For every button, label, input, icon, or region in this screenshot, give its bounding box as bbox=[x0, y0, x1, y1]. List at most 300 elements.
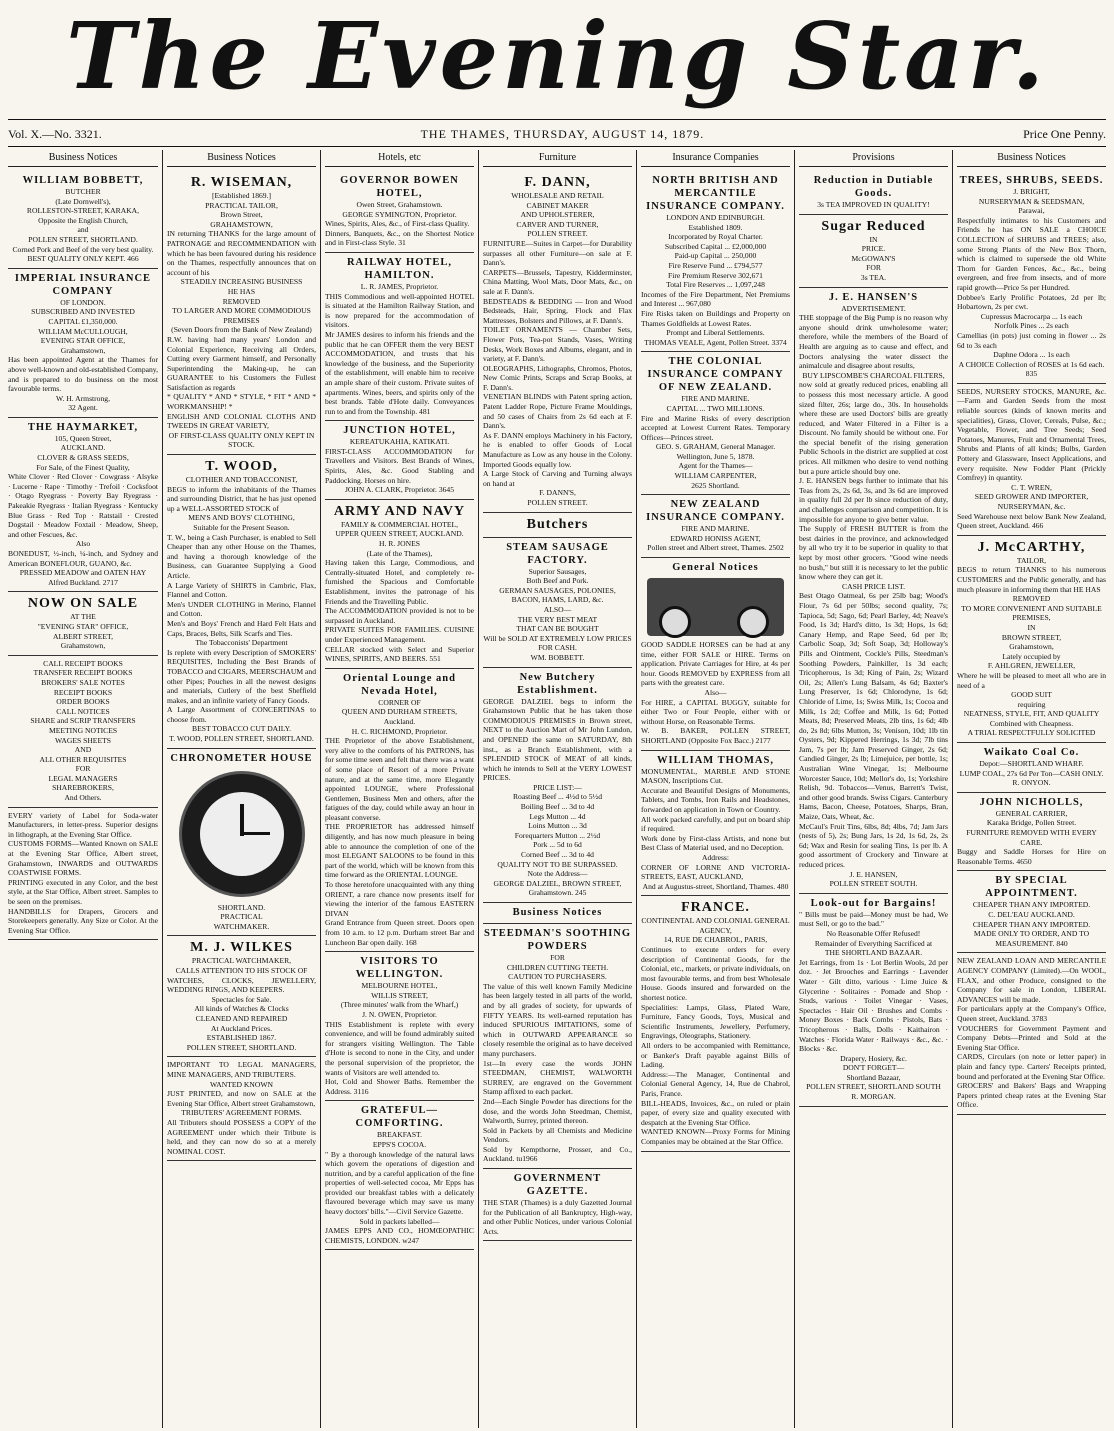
advertisement-heading: STEEDMAN'S SOOTHING POWDERS bbox=[483, 928, 632, 952]
column-heading: Hotels, etc bbox=[325, 150, 474, 167]
advertisement-text: BUTCHER bbox=[65, 187, 101, 196]
advertisement-text: No Reasonable Offer Refused! bbox=[826, 928, 921, 938]
advertisement-heading: WILLIAM BOBBETT, bbox=[22, 175, 144, 186]
advertisement-text: Sold by Kempthorne, Prosser, and Co., Auckland. tu1966 bbox=[483, 1144, 632, 1164]
advertisement-heading: JOHN NICHOLLS, bbox=[979, 796, 1084, 808]
column-heading: Insurance Companies bbox=[641, 150, 790, 167]
advertisement-text: The value of this well known Family Medicine has been largely tested in all parts of the world, and by all grades of society, for upwards of FIFTY YEARS. Its well-earned reputation has induced SPURIOUS IMITATIONS, some of which in OUTWARD APPEARANCE so closely resemble the original as to have deceived many purchasers. bbox=[483, 981, 632, 1058]
advertisement-text: Corned Beef ... 3d to 4d bbox=[521, 850, 594, 860]
advertisement-text: CABINET MAKER bbox=[526, 200, 589, 210]
advertisement-text: POLLEN STREET. bbox=[527, 498, 588, 507]
advertisement-heading: THE HAYMARKET, bbox=[27, 421, 139, 433]
advertisement-text: The Tobacconists' Department bbox=[195, 638, 288, 648]
advertisement-text: Depot:—SHORTLAND WHARF. bbox=[979, 759, 1084, 769]
advertisement-text: POLLEN STREET. bbox=[527, 229, 588, 239]
advertisement bbox=[957, 384, 1106, 536]
newspaper-title: The Evening Star. bbox=[66, 2, 1048, 110]
advertisement-text: FOR bbox=[75, 764, 91, 774]
advertisement-text: WANTED KNOWN—Proxy Forms for Mining Companies may be obtained at the Star Office. bbox=[641, 1127, 790, 1146]
advertisement-text: Sold in Packets by all Chemists and Medicine Vendors. bbox=[483, 1125, 632, 1145]
advertisement-heading: NORTH BRITISH AND MERCANTILE INSURANCE COMPANY. bbox=[646, 175, 785, 212]
advertisement-text: Forequarters Mutton ... 2½d bbox=[514, 830, 601, 840]
clock-illustration bbox=[179, 771, 305, 897]
advertisement-text: C. DEL'EAU AUCKLAND. bbox=[988, 910, 1075, 919]
advertisement-text: McGOWAN'S bbox=[851, 253, 896, 263]
advertisement bbox=[325, 500, 474, 669]
advertisement-text: Where he will be pleased to meet all who are in need of a bbox=[957, 670, 1106, 690]
advertisement-text: "EVENING STAR" OFFICE, bbox=[37, 621, 129, 631]
advertisement-text: Also bbox=[75, 539, 91, 549]
advertisement-text: POLLEN STREET SOUTH. bbox=[829, 879, 918, 889]
advertisement-text: REMOVED bbox=[222, 296, 261, 306]
advertisement-heading: FRANCE. bbox=[681, 900, 750, 916]
advertisement-text: CLOVER & GRASS SEEDS, bbox=[37, 453, 129, 463]
advertisement-text: PRACTICAL TAILOR, bbox=[205, 200, 278, 210]
advertisement-text: REMOVED bbox=[1012, 594, 1051, 604]
masthead-rule-bottom bbox=[8, 146, 1106, 147]
advertisement-text: THAT CAN BE BOUGHT bbox=[516, 624, 599, 634]
advertisement-text: Suitable for the Present Season. bbox=[193, 523, 290, 532]
advertisement-text: ALL OTHER REQUISITES bbox=[39, 754, 127, 764]
advertisement-text: Men's UNDER CLOTHING in Merino, Flannel and Cotton. bbox=[167, 599, 316, 619]
advertisement-text: TRANSFER RECEIPT BOOKS bbox=[33, 668, 133, 678]
advertisement-heading: NOW ON SALE bbox=[27, 596, 139, 612]
advertisement bbox=[641, 558, 790, 751]
advertisement-text: OF FIRST-CLASS QUALITY ONLY KEPT IN STOCK. bbox=[168, 430, 315, 450]
column-heading: Furniture bbox=[483, 150, 632, 167]
advertisement-text: STEADILY INCREASING BUSINESS bbox=[180, 277, 303, 287]
advertisement-text: GEORGE DALZIEL begs to inform the Grahamstown Public that he has taken those COMMODIOUS PREMISES in Brown street, NEXT to the Auction Mart of Mr John Lundon, and OPENED the same on SATURDAY, 8th inst., as a Branch Establishment, with a SPLENDID STOCK of MEAT of all kinds, which he intends to Sell at the VERY LOWEST PRICES. bbox=[483, 696, 632, 783]
masthead-rule-top bbox=[8, 119, 1106, 120]
advertisement-text: WATCHMAKER. bbox=[213, 921, 270, 931]
advertisement-text: AT THE bbox=[70, 612, 96, 622]
advertisement-text: ESTABLISHED 1867. bbox=[206, 1033, 277, 1043]
advertisement-text: Opposite the English Church, bbox=[38, 215, 128, 225]
advertisement-text: BEST QUALITY ONLY KEPT. 466 bbox=[27, 254, 139, 264]
advertisement-text: IN returning THANKS for the large amount of PATRONAGE and RECOMMENDATION with which he has been favoured during his residence on the Thames, respectfully announces that on account of his bbox=[167, 229, 316, 277]
advertisement-text: Owen Street, Grahamstown. bbox=[356, 200, 443, 209]
advertisement-text: Sold in packets labelled— bbox=[359, 1216, 440, 1226]
advertisement-text: PRICE LIST:— bbox=[533, 782, 582, 792]
advertisement-text: CAPITAL £1,350,000. bbox=[48, 316, 118, 326]
advertisement-text: CHILDREN CUTTING TEETH. bbox=[506, 962, 609, 972]
advertisement-text: now sold at greatly reduced prices, enabling all to possess this most necessary article. A good sized filter, 26s; large do., 30s. In households where these are used Doctors' bills are greatly reduced, and Water Filtered in a Filter is a Discount. No family should be without one. For the special benefit of the rising generation Public Schools in the district are supplied at cost prices. All milkmen who desire to vend nothing but a pure article should buy one. bbox=[799, 380, 948, 476]
advertisement-text: Seed Warehouse next below Bank New Zealand, Queen street, Auckland. 466 bbox=[957, 511, 1106, 531]
advertisement-text: SUBSCRIBED AND INVESTED bbox=[31, 307, 135, 317]
advertisement-text: Buggy and Saddle Horses for Hire on Reasonable Terms. 4650 bbox=[957, 847, 1106, 866]
advertisement-text: And at Augustus-street, Shortland, Thames. 480 bbox=[642, 881, 789, 891]
advertisement-text: SHORTLAND. bbox=[217, 902, 266, 912]
advertisement-text: A Large Variety of SHIRTS in Cambric, Flax, Flannel and Cotton. bbox=[167, 580, 316, 600]
advertisement-text: Remainder of Everything Sacrificed at bbox=[814, 938, 933, 948]
advertisement-text: UPPER QUEEN STREET, AUCKLAND. bbox=[335, 529, 464, 539]
advertisement-text: 32 Agent. bbox=[68, 403, 98, 413]
advertisement-text: (Three minutes' walk from the Wharf,) bbox=[340, 1000, 459, 1010]
advertisement-text: WAGES SHEETS bbox=[55, 735, 111, 745]
advertisement-heading: STEAM SAUSAGE FACTORY. bbox=[506, 541, 609, 566]
volume-number: Vol. X.—No. 3321. bbox=[8, 126, 102, 141]
advertisement-text: TRIBUTERS' AGREEMENT FORMS. bbox=[181, 1108, 302, 1118]
advertisement-text: A Large Stock of Carving and Turning always on hand at bbox=[483, 469, 632, 488]
advertisement-text: WM. BOBBETT. bbox=[530, 652, 585, 662]
advertisement-text: Camellias (in pots) just coming in flower ... 2s 6d to 3s each bbox=[957, 330, 1106, 350]
price: Price One Penny. bbox=[1023, 126, 1106, 141]
advertisement-text: Pork ... 5d to 6d bbox=[533, 840, 582, 850]
advertisement-text: H. R. JONES bbox=[379, 539, 420, 549]
advertisement-heading: T. WOOD, bbox=[205, 459, 278, 475]
advertisement-text: Accurate and Beautiful Designs of Monuments, Tablets, and Tombs, Iron Rails and Headstones, forwarded on application in Town or Country. bbox=[641, 785, 790, 814]
advertisement-text: Will be SOLD AT EXTREMELY LOW PRICES FOR CASH. bbox=[483, 633, 632, 653]
advertisement-text: THE stoppage of the Big Pump is no reason why anyone should drink unwholesome water; therefore, while the members of the Board of Health are arguing as to cause and effect, and Doctors analysing the water dissect the animalcule and disagree about results, bbox=[799, 313, 948, 371]
advertisement-text: R. MORGAN. bbox=[851, 1092, 896, 1102]
advertisement-text: KEREATUKAHIA, KATIKATI. bbox=[349, 437, 450, 447]
advertisement bbox=[641, 495, 790, 558]
column-2 bbox=[162, 150, 320, 1428]
advertisement-text: Men's and Boys' French and Hard Felt Hats and Caps, Braces, Belts, Silk Scarfs and Ties. bbox=[167, 618, 316, 638]
advertisement-text: Having taken this Large, Commodious, and Centrally-situated Hotel, and completely re-furnished the Spacious and Comfortable Establishment, invites the patronage of his Friends and the Travelling Public. bbox=[325, 558, 474, 606]
advertisement-heading: Butchers bbox=[526, 516, 589, 532]
advertisement-text: JUST PRINTED, and now on SALE at the Evening Star Office, Albert street Grahamstown, bbox=[167, 1089, 316, 1108]
advertisement-heading: GRATEFUL—COMFORTING. bbox=[355, 1105, 444, 1130]
advertisement-text: NEW ZEALAND LOAN AND MERCANTILE AGENCY COMPANY (Limited).—On WOOL, FLAX, and other Produce, consigned to the Company for sale in London, LIBERAL ADVANCES will be made. bbox=[957, 956, 1106, 1004]
advertisement bbox=[957, 871, 1106, 953]
column-5 bbox=[636, 150, 794, 1428]
advertisement-text: ALSO— bbox=[543, 604, 572, 614]
advertisement-text: EDWARD HONISS AGENT, bbox=[670, 533, 761, 543]
advertisement-text: Specialities: Lamps, Glass, Plated Ware, Furniture, Fancy Goods, Toys, Musical and Scientific Instruments, Jewellery, Perfumery, Engravings, Oleographs, Stationery. bbox=[641, 1002, 790, 1041]
advertisement-text: All Tributers should POSSESS a COPY of the AGREEMENT under which their Tribute is held, and they can now do so at a merely NOMINAL COST. bbox=[167, 1117, 316, 1156]
column-heading: Business Notices bbox=[8, 150, 158, 167]
advertisement-text: Grahamstown, bbox=[60, 345, 106, 355]
advertisement-text: IN bbox=[1027, 622, 1036, 632]
advertisement-text: Total Fire Reserves ... 1,097,248 bbox=[666, 280, 765, 290]
advertisement-text: Grand Entrance from Queen street. Doors open from 10 a.m. to 12 p.m. Durham street Bar and Luncheon Bar open daily. 168 bbox=[325, 918, 474, 947]
advertisement-text: A CHOICE Collection of ROSES at 1s 6d each. 835 bbox=[958, 359, 1105, 379]
advertisement-text: ALBERT STREET, bbox=[52, 631, 113, 641]
advertisement-text: Paid-up Capital ... 250,000 bbox=[674, 251, 757, 261]
advertisement-text: Has been appointed Agent at the Thames for above well-known and old-established Company, and is prepared to do business on the most favourable terms. bbox=[8, 355, 158, 394]
advertisement-text: WILLIAM CARPENTER, bbox=[674, 471, 757, 481]
advertisement-text: CARDS, Circulars (on note or letter paper) in plain and fancy type. Carters' Receipts printed, bound and perforated at the Evening Star Office. bbox=[957, 1052, 1106, 1081]
dateline-bar bbox=[8, 125, 1106, 143]
advertisement-heading: JUNCTION HOTEL, bbox=[343, 425, 456, 437]
advertisement-text: " Bills must be paid—Money must be had, We must Sell, or go to the bad." bbox=[799, 909, 948, 929]
advertisement-text: R.W. having had many years' London and Colonial Experience, Receiving all Orders, Cutting every Garment himself, and Personally Superintending the Making-up, he can GUARANTEE to his Customers the Fullest Satisfaction as regards bbox=[167, 334, 316, 392]
advertisement-text: FURNITURE REMOVED WITH EVERY CARE. bbox=[966, 828, 1097, 847]
advertisement-text: PRICE. bbox=[861, 244, 886, 254]
advertisement-text: 3s TEA. bbox=[860, 272, 887, 282]
horse-carriage-illustration bbox=[647, 578, 784, 636]
advertisement-text: TO LARGER AND MORE COMMODIOUS PREMISES bbox=[172, 306, 311, 325]
advertisement-text: [Established 1869.] bbox=[211, 191, 272, 200]
advertisement-text: Also— bbox=[704, 688, 727, 697]
advertisement-text: CLOTHIER AND TOBACCONIST, bbox=[185, 475, 298, 485]
advertisement bbox=[641, 751, 790, 897]
advertisement-text: CAPITAL ... TWO MILLIONS. bbox=[666, 403, 765, 413]
advertisement-text: THE VERY BEST MEAT bbox=[517, 614, 598, 624]
advertisement-heading: Oriental Lounge and Nevada Hotel, bbox=[343, 672, 456, 697]
advertisement-text: EVERY variety of Label for Soda-water Manufacturers, in letter-press. Superior designs in lithograph, at the Evening Star Office. bbox=[8, 810, 158, 839]
advertisement-text: CUSTOMS FORMS—Wanted Known on SALE at the Evening Star Office, Albert street, Grahamstown, INWARDS and OUTWARDS COASTWISE FORMS. bbox=[8, 839, 158, 878]
advertisement-text: Parawai, bbox=[1018, 206, 1045, 216]
advertisement bbox=[167, 936, 316, 1057]
advertisement-text: CALL RECEIPT BOOKS bbox=[43, 658, 123, 668]
advertisement-text: TO MORE CONVENIENT AND SUITABLE PREMISES, bbox=[961, 603, 1102, 623]
advertisement-heading: F. DANN, bbox=[524, 175, 591, 190]
advertisement-text: AND UPHOLSTERER, bbox=[520, 210, 595, 220]
advertisement-text: DON'T FORGET— bbox=[842, 1063, 905, 1073]
advertisement-text: Boiling Beef ... 3d to 4d bbox=[520, 802, 595, 812]
advertisement-text: Established 1809. bbox=[688, 222, 743, 232]
advertisement bbox=[641, 896, 790, 1151]
advertisement-text: ENGLISH AND COLONIAL CLOTHS AND TWEEDS IN GREAT VARIETY, bbox=[167, 411, 316, 431]
advertisement-text: BEGS to return THANKS to his numerous CUSTOMERS and the Public generally, and has much pleasure in informing them that HE HAS bbox=[957, 565, 1106, 594]
advertisement-text: All work packed carefully, and put on board ship if required. bbox=[641, 814, 790, 834]
advertisement-heading: WILLIAM THOMAS, bbox=[657, 754, 774, 766]
advertisement bbox=[167, 749, 316, 937]
advertisement-text: Jet Earrings, from 1s · Lot Berlin Wools, 2d per doz. · Jet Brooches and Earrings · Lavender Water · Gilt ditto, various · Lime Juice & Glycerine · Solitaires · Pomade and Shop · Studs, various · Toilet Vinegar · Vases, Spectacles · Hair Oil · Brushes and Combs · Money Boxes · Back Combs · Pistols, Bats · Tricopherous · Balls, Dolls · Kaithairon · Watches · Florida Water · Railways · &c., &c. · Blocks · &c. bbox=[799, 957, 948, 1054]
advertisement-text: PRACTICAL bbox=[220, 912, 263, 922]
advertisement-heading: VISITORS TO WELLINGTON. bbox=[355, 956, 444, 981]
advertisement-text: GOOD SADDLE HORSES can be had at any time, either FOR SALE or HIRE. Terms on application. Private Carriages for Hire, at 4s per hour. Goods REMOVED by EXPRESS from all parts with the greatest care. bbox=[641, 640, 790, 688]
advertisement-text: BACON, HAMS, LARD, &c. bbox=[511, 595, 604, 605]
advertisement bbox=[325, 952, 474, 1101]
advertisement-text: To those heretofore unacquainted with any thing ORIENT, a rare chance now presents itself for viewing the interior of the famous EASTERN DIVAN bbox=[325, 880, 474, 918]
advertisement bbox=[325, 421, 474, 500]
advertisement-text: LUMP COAL, 27s 6d Per Ton—CASH ONLY. bbox=[959, 768, 1104, 778]
advertisement-text: Brown Street, bbox=[220, 210, 263, 220]
advertisement-text: AND bbox=[74, 745, 92, 755]
advertisement-text: LEGAL MANAGERS bbox=[48, 773, 118, 783]
advertisement-text: All orders to be accompanied with Remittance, or Banker's Draft payable against Bills of Lading. bbox=[641, 1041, 790, 1070]
advertisement-text: Cupressus Macrocarpa ... 1s each bbox=[980, 311, 1083, 321]
advertisement-text: Alfred Buckland. 2717 bbox=[48, 577, 118, 587]
advertisement-text: As F. DANN employs Machinery in his Factory, he is enabled to offer Goods of Local Manufacture as Low as any house in the Colony. Imported Goods equally low. bbox=[483, 430, 632, 469]
advertisement bbox=[483, 924, 632, 1169]
advertisement-text: 105, Queen Street, bbox=[54, 433, 112, 443]
advertisement-text: At Auckland Prices. bbox=[211, 1023, 272, 1033]
advertisement-text: Grahamstown, bbox=[1009, 642, 1054, 652]
advertisement-text: FAMILY & COMMERCIAL HOTEL, bbox=[340, 519, 459, 529]
advertisement-text: CALLS ATTENTION TO HIS STOCK OF bbox=[175, 966, 308, 976]
advertisement bbox=[799, 894, 948, 1107]
advertisement-text: Grahamstown, bbox=[60, 641, 106, 651]
advertisement-text: THE STAR (Thames) is a duly Gazetted Journal for the Publication of all Bankruptcy, High-way, and other Public Notices, under various Colonial Acts. bbox=[483, 1198, 632, 1236]
advertisement-text: BEST TOBACCO CUT DAILY. bbox=[192, 724, 291, 734]
advertisement-text: HANDBILLS for Drapers, Grocers and Storekeepers generally. Any Size or Color. At the Evening Star Office. bbox=[8, 906, 158, 935]
advertisement-text: J. E. HANSEN, bbox=[849, 869, 898, 879]
advertisement-text: MEETING NOTICES bbox=[48, 725, 118, 735]
advertisement-text: CORNER OF LORNE AND VICTORIA-STREETS, EAST, AUCKLAND, bbox=[641, 862, 790, 882]
advertisement-text: Spectacles for Sale. bbox=[211, 994, 272, 1004]
advertisement-text: For HIRE, a CAPITAL BUGGY, suitable for either Two or Four People, either with or without Horse, on Reasonable Terms. bbox=[641, 697, 790, 726]
advertisement-heading: GOVERNMENT GAZETTE. bbox=[513, 1173, 602, 1198]
advertisement-text: THIS Commodious and well-appointed HOTEL is situated at the Hamilton Railway Station, and is now prepared for the accommodation of visitors. bbox=[325, 291, 474, 330]
advertisement-text: Fire and Marine Risks of every description accepted at Lowest Current Rates. Temporary Offices—Princes street. bbox=[641, 413, 790, 442]
advertisement-text: AUCKLAND. bbox=[60, 443, 106, 453]
advertisement-text: SEEDS, NURSERY STOCKS, MANURE, &c.—Farm and Garden Seeds from the most reliable sources (kinds of known merits and specialities), Grass, Clover, Cereals, Pulse, &c.; Vegetable, Flower, and Tree Seeds; Seed Potatoes, Manures, Fruit and Ornamental Trees, Shrubs and Plants of all kinds; Bulbs, Garden Pottery and Glassware, Insect Applications, and every requisite. New Fodder Plant (Prickly Comfrey) in quantity. bbox=[957, 386, 1106, 483]
advertisement-text: Work done by First-class Artists, and none but Best Class of Material used, and no Deception. bbox=[641, 833, 790, 853]
advertisement-text: HE HAS bbox=[227, 286, 256, 296]
advertisement-text: MEN'S AND BOYS' CLOTHING, bbox=[188, 513, 295, 523]
advertisement-heading: IMPERIAL INSURANCE COMPANY bbox=[14, 272, 152, 297]
advertisement-heading: Waikato Coal Co. bbox=[983, 747, 1080, 759]
advertisement-text: T. W., being a Cash Purchaser, is enabled to Sell Cheaper than any other House on the Thames, and having a thorough knowledge of the Business, can Guarantee Supplying a Good Article. bbox=[167, 532, 316, 580]
advertisement-text: GENERAL CARRIER, bbox=[995, 808, 1068, 818]
advertisement bbox=[957, 171, 1106, 384]
advertisement-text: Lately occupied by bbox=[1002, 651, 1061, 661]
advertisement-text: CONTINENTAL AND COLONIAL GENERAL AGENCY, bbox=[641, 916, 790, 935]
advertisement-text: MADE ONLY TO ORDER, AND TO MEASUREMENT. 840 bbox=[973, 929, 1090, 948]
advertisement-text: VOUCHERS for Government Payment and Company Debts—Printed and Sold at the Evening Star Office. bbox=[957, 1023, 1106, 1052]
advertisement-text: FIRE AND MARINE. bbox=[681, 394, 750, 404]
dateline: THE THAMES, THURSDAY, AUGUST 14, 1879. bbox=[420, 126, 705, 141]
advertisement-heading: BY SPECIAL APPOINTMENT. bbox=[985, 875, 1078, 900]
advertisement-text: FURNITURE—Suites in Carpet—for Durability surpasses all other Furniture—on sale at F. Dann's. bbox=[483, 238, 632, 268]
advertisement-text: THIS Establishment is replete with every convenience, and will be found admirably suited for strangers visiting Wellington. The Table d'Hote is second to none in the City, and under the personal supervision of the proprietor, the wants of Visitors are well attended to. bbox=[325, 1019, 474, 1077]
advertisement-text: For Sale, of the Finest Quality, bbox=[36, 462, 130, 472]
advertisement-text: CHEAPER THAN ANY IMPORTED. bbox=[972, 919, 1091, 929]
advertisement-heading: New Butchery Establishment. bbox=[517, 671, 598, 696]
advertisement bbox=[325, 171, 474, 253]
advertisement bbox=[957, 793, 1106, 872]
advertisement-heading: TREES, SHRUBS, SEEDS. bbox=[959, 175, 1104, 186]
advertisement-text: BEDSTEADS & BEDDING — Iron and Wood Bedsteads, Hair, Spring, Flock and Flax Mattresses, Bolsters and Pillows, at F. Dann's. bbox=[483, 296, 632, 325]
advertisement-text: Daphne Odora ... 1s each bbox=[993, 350, 1070, 360]
advertisement bbox=[167, 171, 316, 455]
advertisement-text: Norfolk Pines ... 2s each bbox=[994, 321, 1069, 331]
advertisement-heading: M. J. WILKES bbox=[190, 940, 293, 956]
advertisement-heading: ARMY AND NAVY bbox=[333, 503, 466, 519]
advertisement-heading: Look-out for Bargains! bbox=[810, 897, 937, 909]
advertisement-text: Dobbee's Early Prolific Potatoes, 2d per lb; Hobartown, 2s per cwt. bbox=[957, 292, 1106, 312]
advertisement bbox=[8, 808, 158, 941]
advertisement-text: FIRE AND MARINE. bbox=[681, 524, 750, 534]
advertisement-text: Karaka Bridge, Pollen Street. bbox=[986, 818, 1077, 828]
advertisement-text: (Seven Doors from the Bank of New Zealand) bbox=[171, 325, 312, 335]
advertisement bbox=[483, 538, 632, 668]
advertisement-text: Drapery, Hosiery, &c. bbox=[840, 1053, 907, 1063]
advertisement-text: TOILET ORNAMENTS — Chamber Sets, Flower Pots, Tea-pot Stands, Vases, Writing Desks, Work Boxes and Albums, elegant, and in variety, at F. Dann's. bbox=[483, 325, 632, 364]
advertisement-text: Respectfully intimates to his Customers and Friends he has ON SALE a CHOICE COLLECTION of SHRUBS and TREES; also, some Strong Plants of the New Box Thorn, which is claimed to supersede the old White Thorn for Garden Fences, &c., &c., being evergreen, and free from insects, and of more rapid growth—Price 5s per Hundred. bbox=[957, 215, 1106, 292]
advertisement-text: CAUTION TO PURCHASERS. bbox=[508, 972, 607, 982]
advertisement bbox=[8, 418, 158, 593]
advertisement-text: CLEANED AND REPAIRED bbox=[195, 1014, 288, 1023]
column-6 bbox=[794, 150, 952, 1428]
advertisement-text: THE PROPRIETOR has addressed himself diligently, and has now much pleasure in being able to announce the completion of one of the most ELEGANT SALOONS to be found in this part of the world, which will be known from this time forward as the ORIENTAL LOUNGE. bbox=[325, 822, 474, 880]
advertisement-text: " By a thorough knowledge of the natural laws which govern the operations of digestion and nutrition, and by a careful application of the fine properties of well-selected cocoa, Mr Epps has provided our breakfast tables with a delicately flavoured beverage which may save us many heavy doctors' bills."—Civil Service Gazette. bbox=[325, 1149, 474, 1217]
advertisement-text: THE SHORTLAND BAZAAR. bbox=[824, 948, 923, 958]
advertisement-text: WILLIAM McCULLOUGH, bbox=[38, 326, 128, 336]
advertisement-text: BUY LIPSCOMBE'S CHARCOAL FILTERS, bbox=[802, 370, 945, 380]
advertisement-text: Prompt and Liberal Settlements. bbox=[666, 328, 765, 338]
advertisement-text: A Large Assortment of CONCERTINAS to choose from. bbox=[167, 705, 316, 724]
advertisement-text: Wellington, June 5, 1878. bbox=[676, 451, 755, 461]
advertisement-text: CORNER OF bbox=[378, 697, 421, 707]
advertisement-text: GERMAN SAUSAGES, POLONIES, bbox=[499, 585, 616, 595]
advertisement-text: Shortland Bazaar, bbox=[846, 1072, 901, 1082]
advertisement bbox=[325, 669, 474, 952]
column-heading: Business Notices bbox=[957, 150, 1106, 167]
columns-container bbox=[4, 150, 1110, 1428]
advertisement-text: Best Otago Oatmeal, 6s per 25lb bag; Wood's Flour, 7s 6d per 50lbs; second quality, 7s; Tapioca, 5d; Sago, 6d; Pearl Barley, 4d; Neave's Food, 1s 3d; Hard's ditto, 1s 3d; Hops, 1s 6d; Canary Hemp, and Rape Seed, 6d per lb; Carbolic Soap, 3d; Soft Soap, 3d; Holloway's Pills and Ointment, Cockle's Pills, Steedman's Soothing Powders, Painkiller, 1s 3d each; Tricopherous, 1s 3d; King of Pain, 2s; Wizard Oil, 2s; Allen's Lung Balsam, 4s 6d; Baxter's Lung Preserver, 1s 6d; Chlorodyne, 1s 6d; Chloride of Lime, 1s; Swiss Milk, 1s; Cocoa and Milk, 1s 2d; Coffee and Milk, 1s 6d; Potted Meats, 8d; Preserved Meats, 2lb tins, 1s 6d; 4lb do, 2s 8d; 6lbs Mutton, 3s; Venison, 10d; 1lb tin Oysters, 9d; Kippered Herrings, 1s 3d; 7lb tins Jam, 7s per lb; Jam Preserved Ginger, 2s 6d; Candied Ginger, 2s lb; Limejuice, per bottle, 1s; Australian Wine Vinegar, 1s; Melbourne Worcester Sauce, 10d; Mellor's do, 1s; Yorkshire Relish, 9d. Tobaccos—Venus, Barrett's Twist, and other good brands. Swiss Cigars. Canterbury Hams, Bacon, Cheese, Potatoes, Sharps, Bran, Maize, Oats, Wheat, &c. bbox=[799, 591, 948, 822]
advertisement-heading: GOVERNOR BOWEN HOTEL, bbox=[340, 175, 459, 199]
advertisement-text: PRESSED MEADOW and OATEN HAY bbox=[19, 568, 147, 578]
advertisement-text: EVENING STAR OFFICE, bbox=[40, 336, 126, 346]
advertisement-text: THE Proprietor of the above Establishment, very alive to the comforts of his PATRONS, has for some time seen and felt that there was a want of some place of Resort of a more Private nature, and at the same time, more Elegantly appointed LOUNGE, where Professional Gentlemen, Business Men and others, after the fatigues of the day, could while away an hour in pleasant converse. bbox=[325, 736, 474, 822]
advertisement bbox=[483, 513, 632, 538]
advertisement-text: MELBOURNE HOTEL, bbox=[361, 981, 438, 991]
advertisement-text: GOOD SUIT bbox=[1011, 690, 1052, 700]
column-heading: Provisions bbox=[799, 150, 948, 167]
advertisement-text: Fire Reserve Fund ... £794,577 bbox=[668, 260, 763, 270]
masthead bbox=[0, 0, 1114, 118]
advertisement-heading: R. WISEMAN, bbox=[190, 175, 293, 190]
advertisement-text: LONDON AND EDINBURGH. bbox=[666, 213, 765, 222]
advertisement-text: J. E. HANSEN begs further to intimate that his Teas from 2s, 2s 6d, 3s, and 3s 6d are improved in quality full 2d per lb since reduction of duty, and challenges comparison and competition. It is impossible for anyone to give better value. bbox=[799, 476, 948, 524]
advertisement-text: Combined with Cheapness. bbox=[989, 718, 1074, 728]
advertisement-text: CHEAPER THAN ANY IMPORTED. bbox=[972, 900, 1091, 910]
advertisement-text: 2625 Shortland. bbox=[691, 480, 740, 490]
advertisement-text: TAILOR, bbox=[1016, 555, 1047, 565]
advertisement-text: Corned Pork and Beef of the very best quality. bbox=[12, 244, 154, 254]
advertisement bbox=[8, 592, 158, 655]
advertisement-text: Agent for the Thames— bbox=[678, 461, 753, 471]
advertisement-text: POLLEN STREET, SHORTLAND. bbox=[28, 234, 138, 244]
advertisement bbox=[957, 743, 1106, 793]
advertisement-heading: CHRONOMETER HOUSE bbox=[170, 752, 313, 764]
advertisement-text: J. BRIGHT, bbox=[1013, 187, 1050, 196]
advertisement-text: GRAHAMSTOWN, bbox=[210, 219, 273, 229]
advertisement-heading: THE COLONIAL INSURANCE COMPANY OF NEW ZEALAND. bbox=[647, 356, 784, 394]
advertisement-text: Continues to execute orders for every description of Continental Goods, for the Colonial, etc., markets, or private individuals, on most favourable terms, and from best Wholesale House. Goods insured and forwarded on the shortest notice. bbox=[641, 945, 790, 1003]
advertisement-text: BREAKFAST. bbox=[376, 1130, 423, 1140]
advertisement-text: Incomes of the Fire Department, Net Premiums and Interest ... 967,080 bbox=[641, 289, 790, 309]
advertisement-text: Hot, Cold and Shower Baths. Remember the Address. 3116 bbox=[325, 1077, 474, 1096]
advertisement bbox=[641, 171, 790, 352]
advertisement-text: ROLLESTON-STREET, KARAKA, bbox=[26, 206, 140, 216]
advertisement bbox=[167, 455, 316, 749]
advertisement-text: BONEDUST, ½-inch, ¼-inch, and Sydney and American BONEFLOUR, GUANO, &c. bbox=[8, 549, 158, 568]
column-heading: Business Notices bbox=[167, 150, 316, 167]
advertisement-heading: J. McCARTHY, bbox=[977, 539, 1086, 555]
advertisement-text: L. R. JAMES, Proprietor. bbox=[360, 281, 439, 291]
advertisement-text: W. B. BAKER, POLLEN STREET, SHORTLAND (Opposite Fox Bacc.) 2177 bbox=[641, 726, 790, 745]
advertisement-text: F. AHLGREN, JEWELLER, bbox=[987, 661, 1076, 671]
advertisement-text: SHARE and SCRIP TRANSFERS bbox=[30, 716, 136, 726]
advertisement-text: GEORGE SYMINGTON, Proprietor. bbox=[342, 209, 457, 219]
advertisement-text: WHOLESALE AND RETAIL bbox=[511, 191, 604, 200]
advertisement-text: OF LONDON. bbox=[60, 297, 106, 307]
advertisement-heading: NEW ZEALAND INSURANCE COMPANY. bbox=[646, 499, 785, 524]
advertisement-text: RECEIPT BOOKS bbox=[53, 687, 113, 697]
advertisement-text: BROKERS' SALE NOTES bbox=[41, 677, 125, 687]
advertisement-text: Fire Premium Reserve 302,671 bbox=[668, 270, 763, 280]
advertisement-text: WATCHES, CLOCKS, JEWELLERY, WEDDING RINGS, AND KEEPERS. bbox=[167, 975, 316, 995]
advertisement-text: F. DANN'S, bbox=[539, 488, 576, 498]
advertisement-text: Roasting Beef ... 4½d to 5½d bbox=[512, 792, 602, 802]
advertisement-text: JAMES EPPS AND CO., HOMŒOPATHIC CHEMISTS, LONDON. w247 bbox=[325, 1226, 474, 1245]
advertisement bbox=[8, 269, 158, 418]
advertisement-text: The Supply of FRESH BUTTER is from the best dairies in the province, and acknowledged by all who try it to be superior in quality to that kept by most other grocers. "Good wine needs no bush," but still it is necessary to let the public know where they can get it. bbox=[799, 524, 948, 582]
advertisement-text: GEORGE DALZIEL, BROWN STREET, Grahamstown. 245 bbox=[493, 878, 622, 898]
advertisement-text: Address: bbox=[702, 852, 729, 862]
advertisement-text: PRIVATE SUITES FOR FAMILIES. CUISINE under Experienced Management. bbox=[325, 625, 474, 644]
advertisement-text: C. T. WREN, bbox=[1011, 482, 1052, 492]
advertisement-text: WILLIS STREET, bbox=[371, 990, 428, 1000]
advertisement-heading: Sugar Reduced bbox=[821, 218, 926, 234]
advertisement-text: For particulars apply at the Company's Office, Queen street, Auckland. 3783 bbox=[957, 1004, 1106, 1023]
